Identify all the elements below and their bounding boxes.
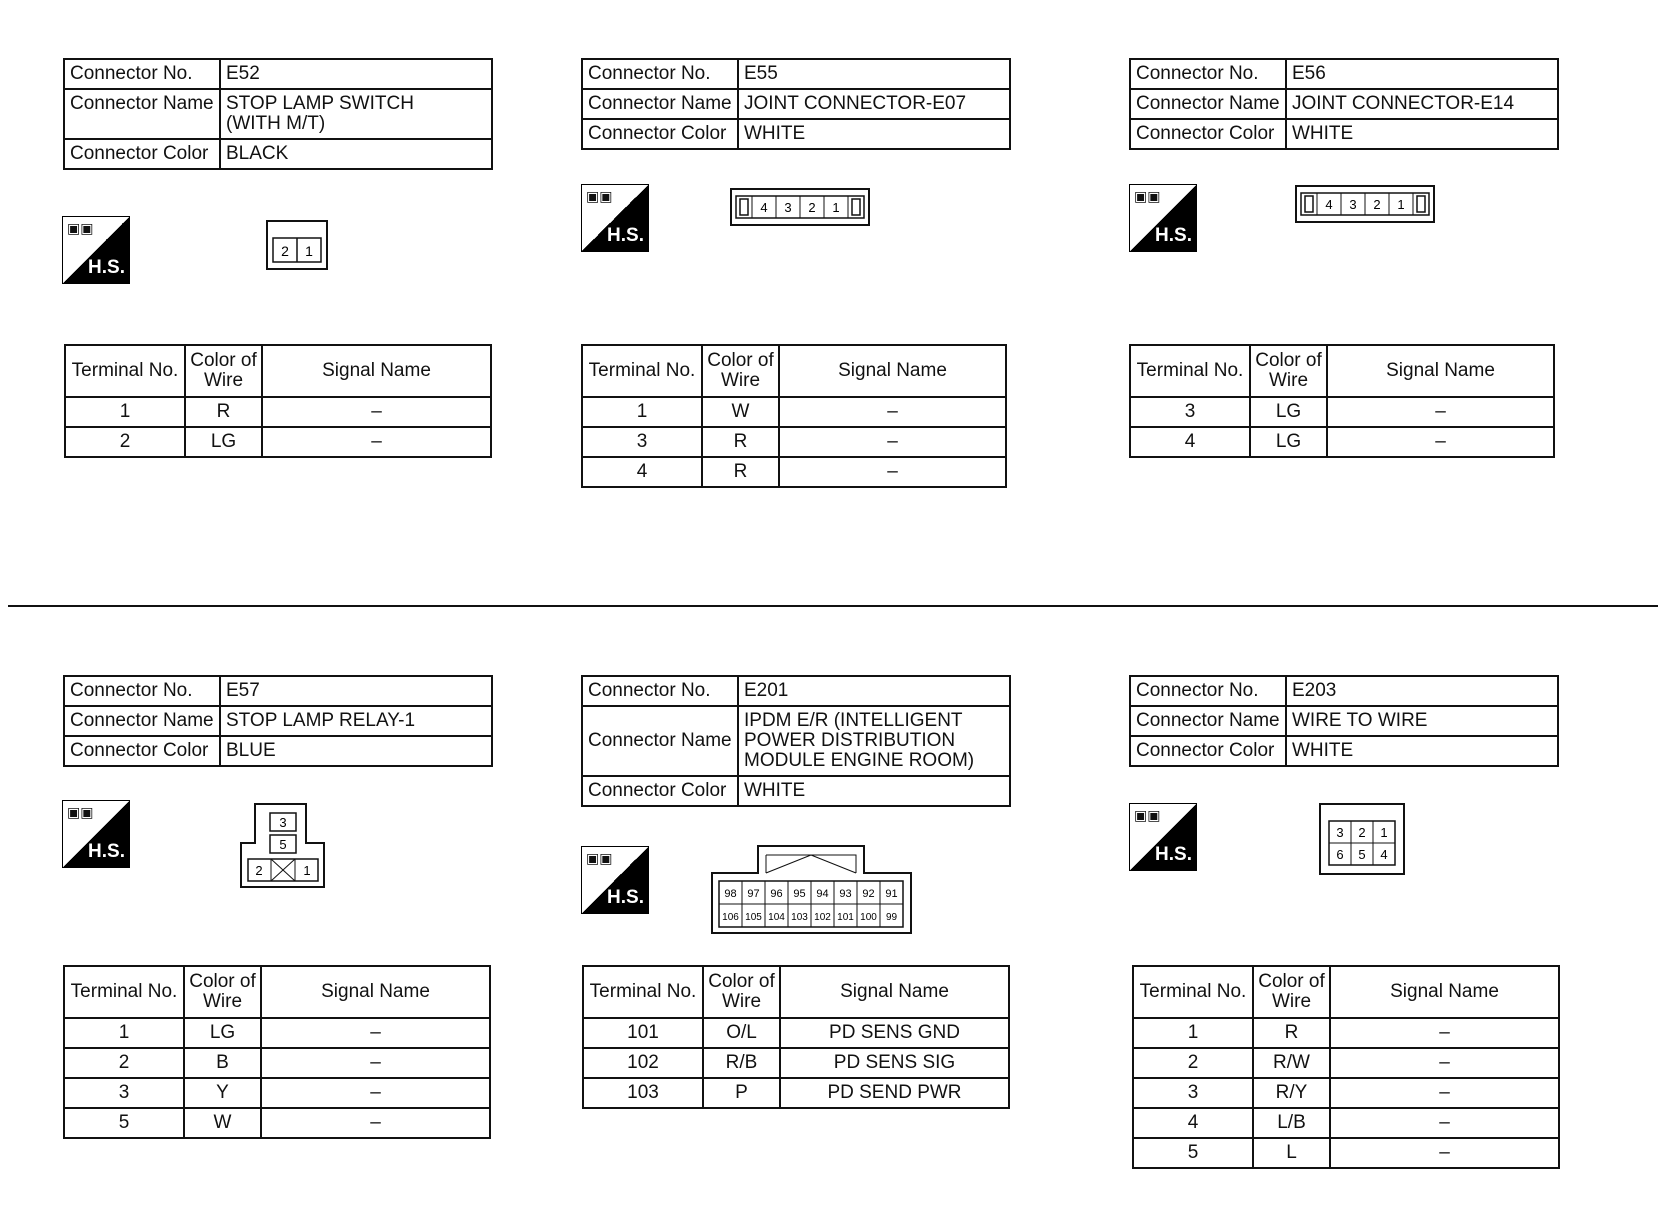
pin-label: 4	[1380, 847, 1388, 862]
connector-no-value: E52	[220, 59, 492, 89]
harness-side-icon: ▣▣ H.S.	[1129, 803, 1197, 871]
label-connector-color: Connector Color	[582, 119, 738, 149]
label-connector-name: Connector Name	[582, 89, 738, 119]
pin-label: 3	[1349, 197, 1357, 212]
label-connector-no: Connector No.	[582, 59, 738, 89]
connector-diagram	[1319, 803, 1405, 875]
pin-label: 92	[862, 888, 875, 900]
connector-face-e55	[730, 188, 870, 231]
table-cell: PD SENS SIG	[780, 1048, 1009, 1078]
label-connector-no: Connector No.	[1130, 59, 1286, 89]
table-cell: H.S.	[1155, 225, 1192, 246]
connector-color-value: WHITE	[738, 776, 1010, 806]
connector-info-e201	[581, 675, 1011, 807]
harness-side-icon: ▣▣ H.S.	[62, 216, 130, 284]
label-connector-no: Connector No.	[64, 676, 220, 706]
pin-label: 94	[816, 888, 829, 900]
harness-side-icon: ▣▣ H.S.	[1129, 184, 1197, 252]
table-cell: L	[1253, 1138, 1330, 1168]
connector-no-value: E201	[738, 676, 1010, 706]
table-cell: B	[184, 1048, 261, 1078]
table-cell: 101	[583, 1018, 703, 1048]
table-cell: –	[1330, 1138, 1559, 1168]
pin-label: 102	[814, 912, 831, 923]
pin-label: 5	[279, 837, 287, 852]
table-row	[1133, 1138, 1559, 1168]
pin-label: 3	[279, 815, 287, 830]
table-cell: 102	[583, 1048, 703, 1078]
wire-color-header: Color of Wire	[184, 966, 261, 1018]
connector-name-value: JOINT CONNECTOR-E07	[738, 89, 1010, 119]
table-cell: R	[1253, 1018, 1330, 1048]
table-cell: H.S.	[88, 841, 125, 862]
label-connector-name: Connector Name	[1130, 706, 1286, 736]
connector-color-value: WHITE	[1286, 736, 1558, 766]
table-cell: 5	[1133, 1138, 1253, 1168]
table-cell: H.S.	[1155, 844, 1192, 865]
terminal-no-header: Terminal No.	[583, 966, 703, 1018]
pin-label: 1	[303, 863, 311, 878]
connector-name-value: STOP LAMP SWITCH (WITH M/T)	[220, 89, 492, 139]
table-cell: R/B	[703, 1048, 780, 1078]
table-cell: 3	[582, 427, 702, 457]
pin-label: 103	[791, 912, 808, 923]
table-cell: 1	[582, 397, 702, 427]
label-connector-name: Connector Name	[64, 706, 220, 736]
pin-label: 1	[305, 243, 313, 259]
pin-label: 104	[768, 912, 785, 923]
pin-label: 106	[722, 912, 739, 923]
pin-label: 1	[1380, 825, 1388, 840]
pin-label: 105	[745, 912, 762, 923]
harness-side-icon: ▣▣ H.S.	[581, 846, 649, 914]
connector-diagram	[730, 188, 870, 226]
pin-label: 6	[1336, 847, 1344, 862]
pin-label: 4	[760, 200, 768, 215]
connector-no-value: E203	[1286, 676, 1558, 706]
table-cell: Y	[184, 1078, 261, 1108]
signal-name-header: Signal Name	[1330, 966, 1559, 1018]
pin-label: 2	[1358, 825, 1366, 840]
label-connector-color: Connector Color	[64, 736, 220, 766]
table-row	[582, 457, 1006, 487]
table-cell: R/Y	[1253, 1078, 1330, 1108]
table-cell: –	[1327, 427, 1554, 457]
table-cell: LG	[1250, 397, 1327, 427]
terminal-no-header: Terminal No.	[1133, 966, 1253, 1018]
wire-color-header: Color of Wire	[185, 345, 262, 397]
label-connector-color: Connector Color	[582, 776, 738, 806]
connector-color-value: BLUE	[220, 736, 492, 766]
table-cell: R	[185, 397, 262, 427]
table-row	[64, 1108, 490, 1138]
pin-label: 93	[839, 888, 852, 900]
pin-label: 4	[1325, 197, 1333, 212]
table-cell: –	[261, 1018, 490, 1048]
table-row	[583, 1018, 1009, 1048]
connector-diagram	[711, 845, 913, 935]
label-connector-color: Connector Color	[64, 139, 220, 169]
connector-name-value: IPDM E/R (INTELLIGENT POWER DISTRIBUTION MODULE ENGINE ROOM)	[738, 706, 1010, 776]
table-cell: W	[184, 1108, 261, 1138]
table-cell: –	[262, 397, 491, 427]
wire-color-header: Color of Wire	[1253, 966, 1330, 1018]
signal-name-header: Signal Name	[780, 966, 1009, 1018]
connector-no-value: E56	[1286, 59, 1558, 89]
terminal-no-header: Terminal No.	[65, 345, 185, 397]
connector-diagram	[240, 803, 326, 889]
table-cell: R/W	[1253, 1048, 1330, 1078]
table-row	[65, 427, 491, 457]
table-cell: LG	[184, 1018, 261, 1048]
table-cell: O/L	[703, 1018, 780, 1048]
table-cell: R	[702, 457, 779, 487]
table-cell: 1	[65, 397, 185, 427]
table-cell: –	[261, 1048, 490, 1078]
label-connector-name: Connector Name	[64, 89, 220, 139]
table-cell: LG	[1250, 427, 1327, 457]
table-cell: H.S.	[607, 887, 644, 908]
connector-no-value: E57	[220, 676, 492, 706]
connector-color-value: WHITE	[1286, 119, 1558, 149]
table-cell: –	[779, 427, 1006, 457]
table-cell: P	[703, 1078, 780, 1108]
connector-face-e57	[240, 803, 326, 894]
table-row	[582, 427, 1006, 457]
table-cell: 1	[64, 1018, 184, 1048]
table-cell: PD SEND PWR	[780, 1078, 1009, 1108]
pin-label: 1	[832, 200, 840, 215]
connector-info-e203	[1129, 675, 1559, 767]
table-cell: –	[1330, 1108, 1559, 1138]
table-cell: W	[702, 397, 779, 427]
table-row	[1130, 427, 1554, 457]
table-row	[582, 397, 1006, 427]
table-cell: 2	[64, 1048, 184, 1078]
pin-label: 97	[747, 888, 760, 900]
pin-label: 5	[1358, 847, 1366, 862]
table-row	[583, 1048, 1009, 1078]
table-cell: –	[262, 427, 491, 457]
connector-info-e56	[1129, 58, 1559, 150]
label-connector-no: Connector No.	[64, 59, 220, 89]
connector-name-value: WIRE TO WIRE	[1286, 706, 1558, 736]
section-divider	[8, 605, 1658, 607]
connector-color-value: BLACK	[220, 139, 492, 169]
connector-face-e201	[711, 845, 913, 940]
table-cell: –	[261, 1078, 490, 1108]
table-cell: H.S.	[88, 257, 125, 278]
table-cell: 4	[1130, 427, 1250, 457]
table-cell: –	[1327, 397, 1554, 427]
signal-name-header: Signal Name	[1327, 345, 1554, 397]
connector-face-e56	[1295, 185, 1435, 228]
table-cell: –	[779, 397, 1006, 427]
connector-diagram	[1295, 185, 1435, 223]
pin-label: 100	[860, 912, 877, 923]
table-row	[64, 1018, 490, 1048]
connector-no-value: E55	[738, 59, 1010, 89]
table-cell: L/B	[1253, 1108, 1330, 1138]
table-row	[65, 397, 491, 427]
harness-side-icon: ▣▣ H.S.	[581, 184, 649, 252]
connector-color-value: WHITE	[738, 119, 1010, 149]
connector-name-value: JOINT CONNECTOR-E14	[1286, 89, 1558, 119]
connector-diagram	[266, 220, 328, 270]
pin-label: 2	[808, 200, 816, 215]
table-row	[64, 1048, 490, 1078]
table-cell: LG	[185, 427, 262, 457]
table-cell: 3	[1130, 397, 1250, 427]
signal-name-header: Signal Name	[261, 966, 490, 1018]
pin-label: 2	[281, 243, 289, 259]
table-cell: 2	[65, 427, 185, 457]
pin-label: 99	[885, 912, 898, 923]
pin-label: 3	[1336, 825, 1344, 840]
connector-face-e52	[266, 220, 328, 275]
table-cell: 3	[1133, 1078, 1253, 1108]
terminal-table-e203	[1132, 965, 1560, 1169]
terminal-table-e52	[64, 344, 492, 458]
label-connector-no: Connector No.	[1130, 676, 1286, 706]
table-cell: 103	[583, 1078, 703, 1108]
connector-info-e57	[63, 675, 493, 767]
table-row	[1130, 397, 1554, 427]
wire-color-header: Color of Wire	[702, 345, 779, 397]
pin-label: 95	[793, 888, 806, 900]
connector-info-e52	[63, 58, 493, 170]
pin-label: 91	[885, 888, 898, 900]
pin-label: 2	[1373, 197, 1381, 212]
wire-color-header: Color of Wire	[1250, 345, 1327, 397]
signal-name-header: Signal Name	[262, 345, 491, 397]
terminal-no-header: Terminal No.	[582, 345, 702, 397]
table-cell: –	[1330, 1018, 1559, 1048]
label-connector-color: Connector Color	[1130, 119, 1286, 149]
table-cell: 4	[1133, 1108, 1253, 1138]
terminal-table-e55	[581, 344, 1007, 488]
table-row	[1133, 1048, 1559, 1078]
label-connector-name: Connector Name	[582, 706, 738, 776]
pin-label: 1	[1397, 197, 1405, 212]
table-cell: –	[779, 457, 1006, 487]
signal-name-header: Signal Name	[779, 345, 1006, 397]
table-cell: 1	[1133, 1018, 1253, 1048]
harness-side-icon: ▣▣ H.S.	[62, 800, 130, 868]
table-cell: H.S.	[607, 225, 644, 246]
table-cell: –	[261, 1108, 490, 1138]
table-cell: 4	[582, 457, 702, 487]
table-cell: 2	[1133, 1048, 1253, 1078]
table-row	[64, 1078, 490, 1108]
terminal-table-e56	[1129, 344, 1555, 458]
label-connector-name: Connector Name	[1130, 89, 1286, 119]
terminal-table-e201	[582, 965, 1010, 1109]
table-cell: 5	[64, 1108, 184, 1138]
terminal-table-e57	[63, 965, 491, 1139]
label-connector-color: Connector Color	[1130, 736, 1286, 766]
table-cell: –	[1330, 1078, 1559, 1108]
pin-label: 3	[784, 200, 792, 215]
pin-label: 101	[837, 912, 854, 923]
table-cell: –	[1330, 1048, 1559, 1078]
connector-name-value: STOP LAMP RELAY-1	[220, 706, 492, 736]
pin-label: 98	[724, 888, 737, 900]
pin-label: 2	[255, 863, 263, 878]
table-row	[1133, 1108, 1559, 1138]
table-cell: PD SENS GND	[780, 1018, 1009, 1048]
table-cell: R	[702, 427, 779, 457]
table-row	[1133, 1078, 1559, 1108]
terminal-no-header: Terminal No.	[64, 966, 184, 1018]
wire-color-header: Color of Wire	[703, 966, 780, 1018]
terminal-no-header: Terminal No.	[1130, 345, 1250, 397]
table-cell: 3	[64, 1078, 184, 1108]
connector-info-e55	[581, 58, 1011, 150]
label-connector-no: Connector No.	[582, 676, 738, 706]
table-row	[1133, 1018, 1559, 1048]
connector-face-e203	[1319, 803, 1405, 880]
pin-label: 96	[770, 888, 783, 900]
table-row	[583, 1078, 1009, 1108]
